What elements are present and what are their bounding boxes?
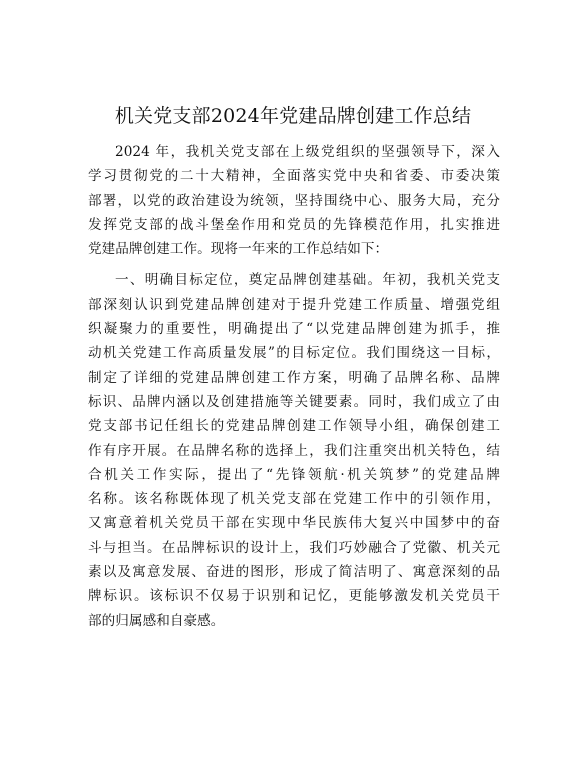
paragraph-line: 织凝聚力的重要性，明确提出了“以党建品牌创建为抓手，推 xyxy=(88,321,500,338)
paragraph-line: 制定了详细的党建品牌创建工作方案，明确了品牌名称、品牌 xyxy=(88,369,500,386)
paragraph-line: 党建品牌创建工作。现将一年来的工作总结如下： xyxy=(88,241,389,258)
paragraph-line: 素以及寓意发展、奋进的图形，形成了简洁明了、寓意深刻的品 xyxy=(88,564,500,581)
document-body xyxy=(88,140,500,633)
paragraph-line: 斗与担当。在品牌标识的设计上，我们巧妙融合了党徽、机关元 xyxy=(88,539,500,556)
paragraph-line: 牌标识。该标识不仅易于识别和记忆，更能够激发机关党员干 xyxy=(88,588,500,605)
paragraph-line: 部署，以党的政治建设为统领，坚持围绕中心、服务大局，充分 xyxy=(88,192,500,209)
paragraph-line: 名称。该名称既体现了机关党支部在党建工作中的引领作用， xyxy=(88,491,500,508)
paragraph-line: 又寓意着机关党员干部在实现中华民族伟大复兴中国梦中的奋 xyxy=(88,515,500,532)
paragraph-spacer xyxy=(88,261,500,268)
paragraph-line: 学习贯彻党的二十大精神，全面落实党中央和省委、市委决策 xyxy=(88,168,500,185)
paragraph-line: 部的归属感和自豪感。 xyxy=(88,612,225,629)
paragraph-section-one xyxy=(88,268,500,632)
paragraph-line: 部深刻认识到党建品牌创建对于提升党建工作质量、增强党组 xyxy=(88,296,500,313)
paragraph-line: 合机关工作实际，提出了“先锋领航·机关筑梦”的党建品牌 xyxy=(88,466,500,483)
paragraph-line: 发挥党支部的战斗堡垒作用和党员的先锋模范作用，扎实推进 xyxy=(88,216,500,233)
paragraph-line: 2024 年，我机关党支部在上级党组织的坚强领导下，深入 xyxy=(115,144,500,160)
paragraph-line: 作有序开展。在品牌名称的选择上，我们注重突出机关特色，结 xyxy=(88,442,500,459)
paragraph-line: 党支部书记任组长的党建品牌创建工作领导小组，确保创建工 xyxy=(88,418,500,435)
paragraph-line: 一、明确目标定位，奠定品牌创建基础。年初，我机关党支 xyxy=(115,272,500,289)
paragraph-line: 标识、品牌内涵以及创建措施等关键要素。同时，我们成立了由 xyxy=(88,393,500,410)
paragraph-line: 动机关党建工作高质量发展”的目标定位。我们围绕这一目标， xyxy=(88,345,500,362)
document-title: 机关党支部2024年党建品牌创建工作总结 xyxy=(114,105,472,127)
paragraph-intro xyxy=(88,140,500,261)
